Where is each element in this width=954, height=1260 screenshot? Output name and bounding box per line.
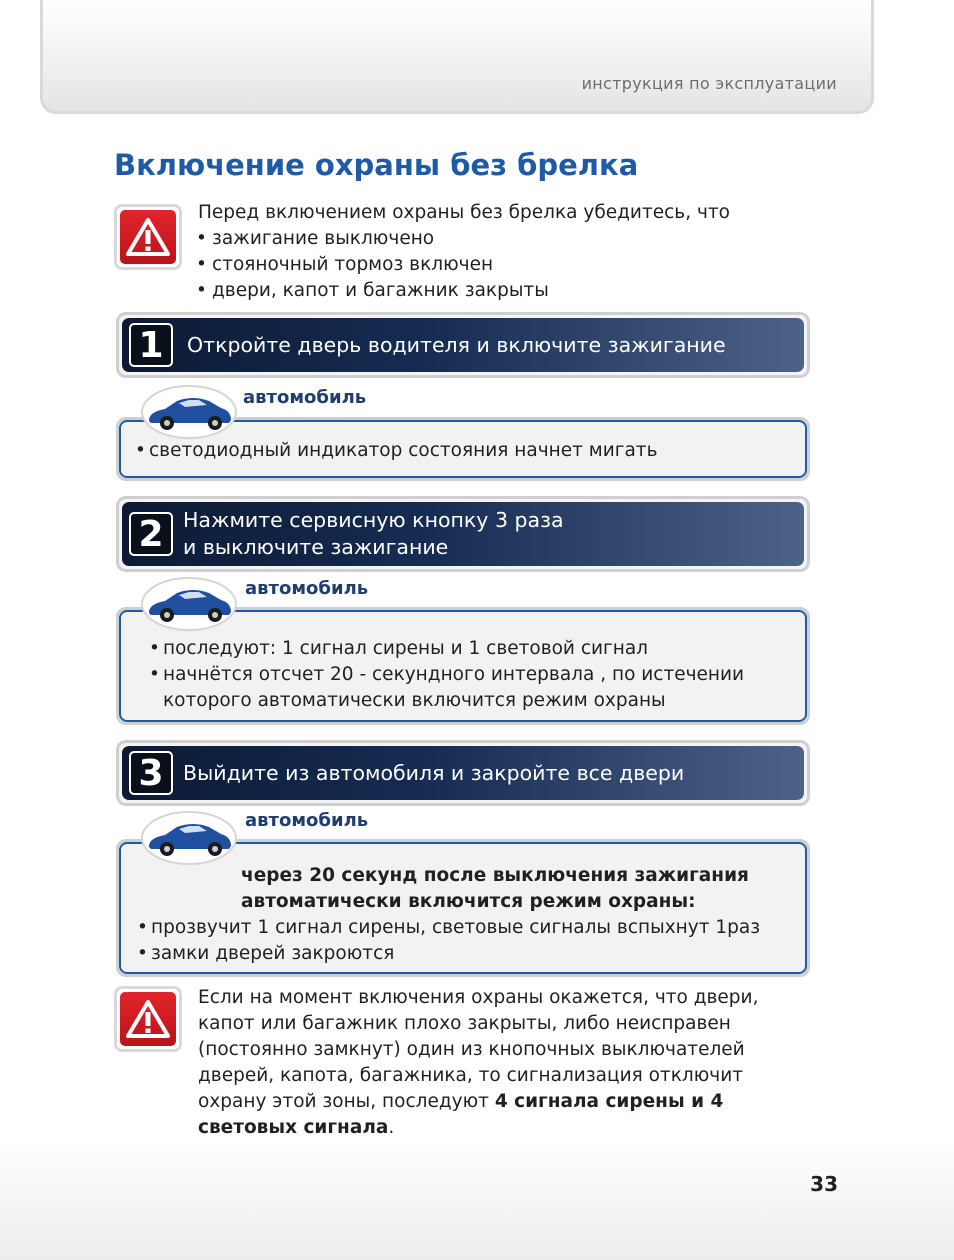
- warning-text-body: Если на момент включения охраны окажется, что двери, капот или багажник плохо закрыты, либо неисправен (постоянно замкнут) один из кнопочных выключателей дверей, капота, багажника, то сигнализация отключит охрану этой зоны, последуют: [198, 987, 759, 1112]
- footer-band: [0, 1140, 954, 1260]
- step-line: Откройте дверь водителя и включите зажигание: [187, 332, 726, 357]
- list-item: • начнётся отсчет 20 - секундного интервала , по истечении: [149, 662, 805, 688]
- list-item: • светодиодный индикатор состояния начнет мигать: [135, 438, 805, 464]
- step-3-banner: [116, 740, 810, 806]
- warning-text-bold: 4 сигнала сирены и 4 световых сигнала: [198, 1091, 724, 1138]
- step-line: Выйдите из автомобиля и закройте все двери: [183, 760, 685, 785]
- car-icon: [141, 576, 237, 632]
- warning-text-end: .: [388, 1117, 395, 1138]
- list-item: • стояночный тормоз включен: [198, 252, 730, 278]
- car-label: автомобиль: [245, 810, 369, 831]
- car-icon: [141, 810, 237, 866]
- header-band: [40, 0, 874, 114]
- list-item: • двери, капот и багажник закрыты: [198, 278, 730, 304]
- step-number: 1: [129, 323, 173, 367]
- step-text: [183, 760, 684, 787]
- list-item: • последуют: 1 сигнал сирены и 1 световой сигнал: [149, 636, 805, 662]
- warning-badge: [114, 204, 182, 270]
- list-item: • зажигание выключено: [198, 226, 730, 252]
- intro-list: [198, 226, 730, 304]
- result-list: [149, 636, 805, 714]
- page-number: 33: [810, 1172, 838, 1196]
- warning-text: [198, 985, 808, 1141]
- step-line: Нажмите сервисную кнопку 3 раза: [183, 508, 564, 532]
- step-1-banner: [116, 312, 810, 378]
- result-list: [135, 438, 805, 464]
- list-item: которого автоматически включится режим охраны: [163, 690, 666, 711]
- car-icon: [141, 384, 237, 440]
- warning-triangle-icon: [125, 999, 171, 1039]
- step-line: и выключите зажигание: [183, 535, 449, 559]
- step-2-banner: [116, 496, 810, 572]
- step-number: 2: [129, 512, 173, 556]
- car-label: автомобиль: [243, 387, 367, 408]
- list-item: • замки дверей закроются: [137, 941, 805, 967]
- page-title: Включение охраны без брелка: [114, 148, 639, 182]
- result-list: [137, 915, 805, 967]
- header-text: инструкция по эксплуатации: [581, 74, 837, 93]
- step-number: 3: [129, 751, 173, 795]
- step-text: [187, 332, 726, 359]
- intro-block: [198, 200, 730, 304]
- result-bold-line: автоматически включится режим охраны:: [241, 891, 696, 912]
- warning-badge: [114, 986, 182, 1052]
- result-bold-line: через 20 секунд после выключения зажигания: [241, 865, 749, 886]
- step-text: [183, 507, 564, 561]
- car-label: автомобиль: [245, 578, 369, 599]
- intro-lead: Перед включением охраны без брелка убедитесь, что: [198, 202, 730, 223]
- warning-triangle-icon: [125, 217, 171, 257]
- list-item: • прозвучит 1 сигнал сирены, световые сигналы вспыхнут 1раз: [137, 915, 805, 941]
